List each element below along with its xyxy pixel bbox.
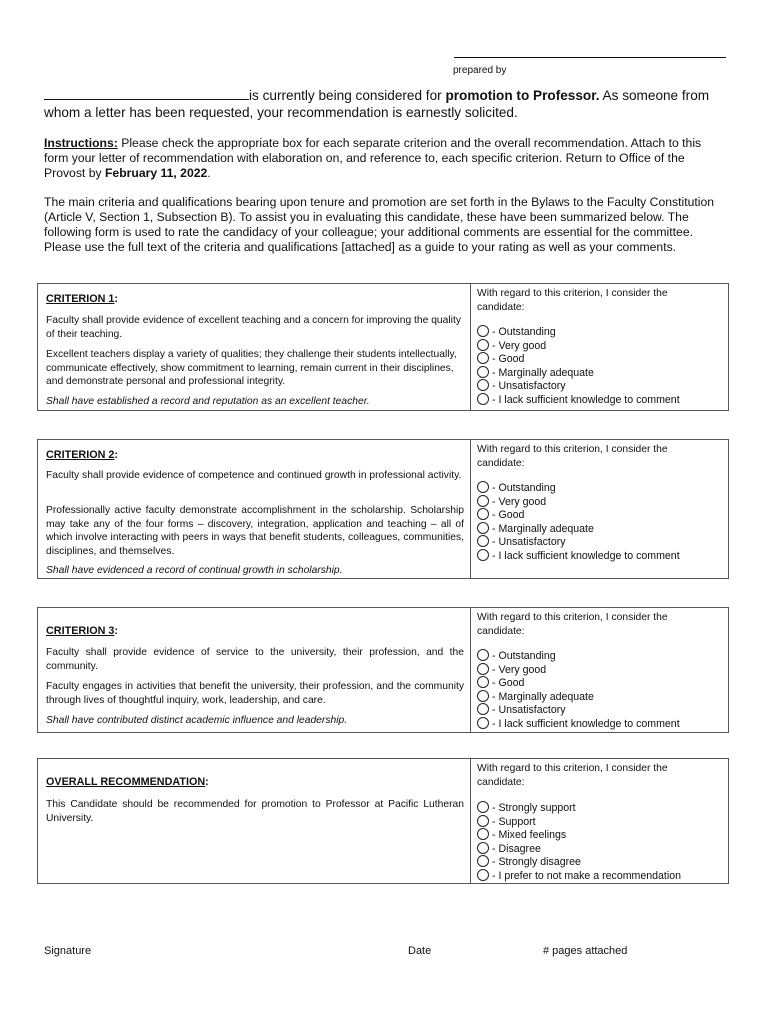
criterion-2-right-header: With regard to this criterion, I consider the candidate: xyxy=(477,444,668,469)
criterion-3-para1: Faculty shall provide evidence of service to the university, their profession, and the community. xyxy=(46,647,464,672)
radio-icon[interactable] xyxy=(477,801,489,813)
candidate-name-blank[interactable] xyxy=(44,86,249,100)
criterion-2-description: CRITERION 2: Faculty shall provide evidence of competence and continued growth in professional activity. Professionally active faculty demonstrate accomplishment in the scholarship. Scholarship may take any of the four forms – discovery, integration, application and teaching – all of which involve interacting with peers in ways that benefit students, colleagues, communities, disciplines, and themselves. Shall have evidenced a record of continual growth in scholarship. xyxy=(38,440,471,578)
radio-icon[interactable] xyxy=(477,703,489,715)
radio-icon[interactable] xyxy=(477,508,489,520)
intro-paragraph: is currently being considered for promotion to Professor. As someone from whom a letter has been requested, your recommendation is earnestly solicited. xyxy=(44,88,710,120)
prepared-by-label: prepared by xyxy=(453,65,507,76)
overall-options xyxy=(477,801,681,882)
criterion-3-options xyxy=(477,649,680,730)
radio-icon[interactable] xyxy=(477,676,489,688)
radio-icon[interactable] xyxy=(477,663,489,675)
criterion-2-title: CRITERION 2 xyxy=(46,449,115,461)
criterion-1-italic: Shall have established a record and reputation as an excellent teacher. xyxy=(46,396,370,407)
criterion-1-right-header: With regard to this criterion, I consider the candidate: xyxy=(477,288,668,313)
rating-option[interactable]: - Unsatisfactory xyxy=(477,703,680,717)
rating-option[interactable]: - Very good xyxy=(477,663,680,677)
rating-option[interactable]: - I lack sufficient knowledge to comment xyxy=(477,717,680,731)
criterion-2-italic: Shall have evidenced a record of continual growth in scholarship. xyxy=(46,565,343,576)
recommendation-option[interactable]: - Disagree xyxy=(477,842,681,856)
radio-icon[interactable] xyxy=(477,690,489,702)
criterion-1-title: CRITERION 1 xyxy=(46,293,115,305)
rating-option[interactable]: - Outstanding xyxy=(477,481,680,495)
criterion-2-options xyxy=(477,481,680,562)
criteria-intro-paragraph: The main criteria and qualifications bearing upon tenure and promotion are set forth in the Bylaws to the Faculty Constitution (Article V, Section 1, Subsection B). To assist you in evaluating this candidate, these have been summarized below. The following form is used to rate the candidacy of your colleague; your additional comments are essential for the committee. Please use the full text of the criteria and qualifications [attached] as a guide to your rating as well as your comments. xyxy=(44,195,715,254)
criterion-3-italic: Shall have contributed distinct academic influence and leadership. xyxy=(46,715,348,726)
radio-icon[interactable] xyxy=(477,717,489,729)
radio-icon[interactable] xyxy=(477,495,489,507)
radio-icon[interactable] xyxy=(477,649,489,661)
intro-bold: promotion to Professor. xyxy=(445,88,600,103)
criterion-3-box xyxy=(37,607,729,733)
recommendation-option[interactable]: - Mixed feelings xyxy=(477,828,681,842)
criterion-1-para2: Excellent teachers display a variety of qualities; they challenge their students intellectually, communicate effectively, show commitment to learning, remain current in their disciplines, and demonstrate personal and professional integrity. xyxy=(46,349,457,387)
radio-icon[interactable] xyxy=(477,815,489,827)
rating-option[interactable]: - Good xyxy=(477,352,680,366)
rating-option[interactable]: - I lack sufficient knowledge to comment xyxy=(477,393,680,407)
criterion-1-para1: Faculty shall provide evidence of excellent teaching and a concern for improving the quality of their teaching. xyxy=(46,315,461,340)
signature-label: Signature xyxy=(44,945,92,957)
overall-description: OVERALL RECOMMENDATION: This Candidate should be recommended for promotion to Professor at Pacific Lutheran University. xyxy=(38,759,471,883)
rating-option[interactable]: - Marginally adequate xyxy=(477,366,680,380)
criterion-2-para2: Professionally active faculty demonstrate accomplishment in the scholarship. Scholarship may take any of the four forms – discovery, integration, application and teaching – all of which involve interacting with peers in ways that benefit students, colleagues, communities, disciplines, and themselves. xyxy=(46,505,464,557)
rating-option[interactable]: - Good xyxy=(477,676,680,690)
radio-icon[interactable] xyxy=(477,325,489,337)
recommendation-option[interactable]: - Strongly support xyxy=(477,801,681,815)
radio-icon[interactable] xyxy=(477,828,489,840)
criterion-1-description: CRITERION 1: Faculty shall provide evidence of excellent teaching and a concern for improving the quality of their teaching. Excellent teachers display a variety of qualities; they challenge their students intellectually, communicate effectively, show commitment to learning, remain current in their disciplines, and demonstrate personal and professional integrity. Shall have established a record and reputation as an excellent teacher. xyxy=(38,284,471,410)
deadline: February 11, 2022 xyxy=(104,166,208,180)
radio-icon[interactable] xyxy=(477,535,489,547)
rating-option[interactable]: - Good xyxy=(477,508,680,522)
pages-attached-label: # pages attached xyxy=(543,945,628,957)
rating-option[interactable]: - Marginally adequate xyxy=(477,522,680,536)
rating-option[interactable]: - Very good xyxy=(477,495,680,509)
recommendation-option[interactable]: - Strongly disagree xyxy=(477,855,681,869)
rating-option[interactable]: - Unsatisfactory xyxy=(477,535,680,549)
criterion-3-description: CRITERION 3: Faculty shall provide evidence of service to the university, their profession, and the community. Faculty engages in activities that benefit the university, their profession, and the community through lives of thoughtful inquiry, work, leadership, and care. Shall have contributed distinct academic influence and leadership. xyxy=(38,608,471,732)
radio-icon[interactable] xyxy=(477,481,489,493)
rating-option[interactable]: - Outstanding xyxy=(477,649,680,663)
radio-icon[interactable] xyxy=(477,549,489,561)
rating-option[interactable]: - Outstanding xyxy=(477,325,680,339)
rating-option[interactable]: - Marginally adequate xyxy=(477,690,680,704)
radio-icon[interactable] xyxy=(477,522,489,534)
radio-icon[interactable] xyxy=(477,352,489,364)
rating-option[interactable]: - Unsatisfactory xyxy=(477,379,680,393)
prepared-by-line[interactable] xyxy=(454,57,726,58)
criterion-1-options xyxy=(477,325,680,406)
criterion-2-box xyxy=(37,439,729,579)
rating-option[interactable]: - I lack sufficient knowledge to comment xyxy=(477,549,680,563)
radio-icon[interactable] xyxy=(477,339,489,351)
criterion-3-title: CRITERION 3 xyxy=(46,625,115,637)
overall-title: OVERALL RECOMMENDATION xyxy=(46,776,206,788)
criterion-3-right-header: With regard to this criterion, I consider the candidate: xyxy=(477,612,668,637)
radio-icon[interactable] xyxy=(477,855,489,867)
radio-icon[interactable] xyxy=(477,393,489,405)
overall-text: This Candidate should be recommended for promotion to Professor at Pacific Lutheran University. xyxy=(46,799,464,824)
recommendation-option[interactable]: - I prefer to not make a recommendation xyxy=(477,869,681,883)
criterion-2-para1: Faculty shall provide evidence of competence and continued growth in professional activity. xyxy=(46,470,462,481)
radio-icon[interactable] xyxy=(477,379,489,391)
criterion-1-box xyxy=(37,283,729,411)
overall-right-header: With regard to this criterion, I consider the candidate: xyxy=(477,763,668,788)
instructions-paragraph: Instructions: Please check the appropriate box for each separate criterion and the overall recommendation. Attach to this form your letter of recommendation with elaboration on, and reference to, each specific criterion. Return to Office of the Provost by February 11, 2022. xyxy=(44,136,702,180)
rating-option[interactable]: - Very good xyxy=(477,339,680,353)
criterion-3-para2: Faculty engages in activities that benefit the university, their profession, and the community through lives of thoughtful inquiry, work, leadership, and care. xyxy=(46,681,464,706)
radio-icon[interactable] xyxy=(477,869,489,881)
radio-icon[interactable] xyxy=(477,366,489,378)
date-label: Date xyxy=(408,945,432,957)
radio-icon[interactable] xyxy=(477,842,489,854)
instructions-label: Instructions: xyxy=(44,136,118,150)
recommendation-option[interactable]: - Support xyxy=(477,815,681,829)
overall-recommendation-box xyxy=(37,758,729,884)
